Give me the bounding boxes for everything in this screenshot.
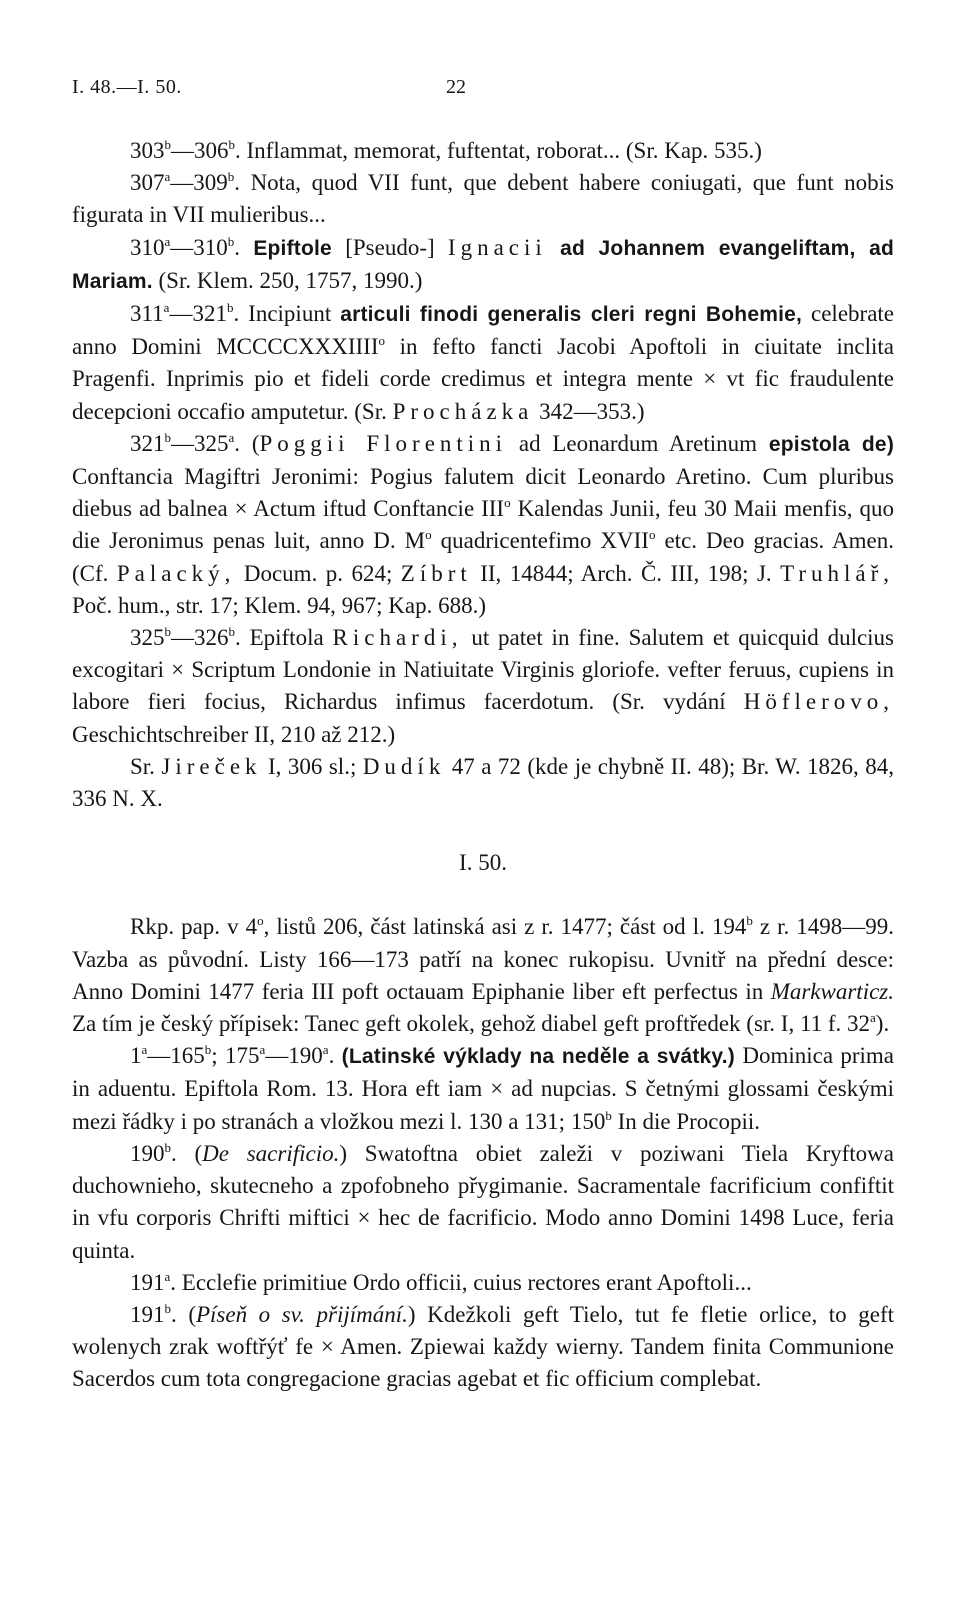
italic-text: Markwarticz.	[770, 978, 894, 1004]
folio-side: a	[228, 429, 235, 445]
entry-text: quadricentefimo XVII	[440, 528, 649, 554]
spaced-name: Richardi,	[332, 625, 463, 651]
folio-ref: 191	[130, 1301, 165, 1327]
entry-text: 342—353.)	[539, 398, 645, 424]
entry-text: ) Kdežkoli geft Tielo, tut fe fletie orlice, to geft wolenych zrak woftřýť fe × Amen. Zpiewai každy wierny. Tandem finita Communione Sacerdos cum tota congregacione gracias agebat et fic officium complebat.	[72, 1301, 894, 1392]
folio-ref-end: —326	[171, 625, 229, 651]
italic-text: Píseň o sv. přijímání.	[195, 1301, 408, 1327]
folio-side: b	[228, 624, 235, 640]
entry-text: . Ecclefie primitiue Ordo officii, cuius rectores erant Apoftoli...	[170, 1269, 752, 1295]
entry-text: [Pseudo-]	[345, 234, 435, 260]
entry-191b	[72, 1299, 894, 1396]
bold-title: epistola de)	[768, 432, 895, 456]
entry-text: , listů 206, část latinská asi z r. 1477; část od l. 194	[263, 914, 747, 940]
entry-text: Dominica prima in aduentu. Epiftola Rom. 13. Hora eft iam × ad nupcias. S četnými glossami českými mezi řádky i po stranách a vložkou mezi l. 130 a 131; 150	[72, 1043, 895, 1134]
spaced-name: Ignacii	[447, 234, 547, 260]
entry-text: etc. Deo gracias. Amen. (Cf.	[72, 528, 894, 586]
folio-ref: ; 175	[211, 1043, 260, 1069]
folio-ref-end: —309	[170, 170, 228, 196]
entry-text: Sr.	[130, 753, 155, 779]
entry-text: .	[234, 234, 241, 260]
entry-text: . Incipiunt	[233, 301, 332, 327]
folio-ref: —190	[265, 1043, 323, 1069]
folio-ref: 307	[130, 170, 165, 196]
entry-text: . Nota, quod VII funt, que debent habere coniugati, que funt nobis figurata in VII mulieribus...	[72, 170, 894, 228]
folio-side: a	[322, 1042, 329, 1058]
folio-side: b	[164, 1139, 171, 1155]
folio-ref: 191	[130, 1269, 165, 1295]
folio-side: a	[164, 169, 171, 185]
body-text	[72, 135, 894, 1396]
folio-side: b	[164, 624, 171, 640]
folio-ref: 325	[130, 625, 165, 651]
entry-text: ).	[875, 1011, 890, 1037]
entry-190b	[72, 1138, 894, 1267]
entry-303b	[72, 135, 894, 167]
spaced-name: Palacký,	[116, 560, 236, 586]
folio-side: a	[163, 300, 170, 316]
entry-text: Kalendas Junii, feu 30 Maii menfis, quo die Jeronimus penas luit, anno D. M	[72, 496, 895, 554]
entry-text: celebrate anno Domini MCCCCXXXIIII	[72, 301, 894, 360]
entry-307a	[72, 167, 894, 231]
entry-text: Poč. hum., str. 17; Klem. 94, 967; Kap. 688.)	[72, 592, 486, 618]
entry-310a	[72, 232, 894, 298]
folio-side: b	[226, 300, 234, 316]
entry-text: . (	[171, 1301, 196, 1327]
superscript: b	[605, 1107, 612, 1123]
entry-text: z r. 1498—99. Vazba as původní. Listy 166—173 patří na konec rukopisu. Uvnitř na přední desce: Anno Domini 1477 feria III poft octauam Epiphanie liber eft perfectus in	[72, 914, 894, 1004]
folio-side: a	[164, 1268, 171, 1284]
page-number: 22	[446, 76, 466, 98]
folio-ref-end: —310	[170, 234, 228, 260]
superscript: o	[648, 527, 656, 543]
folio-ref: —165	[147, 1043, 205, 1069]
bold-title: articuli finodi generalis cleri regni Bohemie,	[340, 303, 803, 327]
bold-title: (Latinské výklady na neděle a svátky.)	[341, 1045, 735, 1069]
folio-ref: 303	[130, 138, 165, 163]
entry-text: . (	[234, 430, 260, 456]
section-heading: I. 50.	[459, 850, 507, 876]
spaced-name: Zíbrt	[400, 560, 472, 586]
entry-text: In die Procopii.	[617, 1108, 761, 1134]
folio-ref: 321	[130, 430, 165, 456]
spaced-name: Procházka	[392, 398, 534, 424]
spaced-name: Dudík	[362, 753, 446, 779]
entry-1a	[72, 1040, 894, 1138]
entry-text: ad Leonardum Aretinum	[518, 430, 758, 456]
superscript: o	[378, 333, 385, 349]
superscript: o	[504, 495, 511, 511]
entry-text: Docum. p. 624;	[243, 560, 393, 586]
entry-text: Conftancia Magiftri Jeronimi: Pogius falutem dicit Leonardo Aretino. Cum pluribus diebus ad balnea × Actum iftud Conftancie III	[72, 464, 894, 522]
entry-321b	[72, 428, 894, 622]
folio-side: a	[164, 233, 171, 249]
manuscript-description	[72, 911, 894, 1040]
superscript: o	[425, 527, 432, 543]
folio-side: b	[227, 169, 235, 185]
entry-text: . Epiftola	[235, 625, 324, 651]
entry-191a	[72, 1267, 894, 1299]
folio-side: b	[204, 1042, 212, 1058]
folio-side: a	[259, 1042, 266, 1058]
entry-text: Geschichtschreiber II, 210 až 212.)	[72, 721, 396, 747]
entry-text: I, 306 sl.;	[268, 753, 357, 779]
folio-ref-end: —321	[169, 301, 227, 327]
folio-ref: 310	[130, 234, 165, 260]
folio-ref: 190	[130, 1140, 165, 1166]
spaced-name: Truhlář,	[780, 560, 895, 586]
entry-text: II, 14844; Arch. Č. III, 198; J.	[480, 560, 772, 586]
entry-text: .	[328, 1043, 335, 1069]
folio-side: a	[141, 1042, 148, 1058]
folio-side: b	[164, 137, 171, 152]
spaced-name: Poggii Florentini	[259, 430, 508, 456]
spaced-name: Höflerovo,	[743, 689, 895, 715]
folio-ref: 1	[130, 1043, 142, 1069]
superscript: a	[870, 1010, 876, 1026]
entry-references	[72, 751, 894, 815]
spaced-name: Jireček	[161, 753, 262, 779]
folio-ref-end: —325	[171, 430, 229, 456]
entry-text: 47 a 72 (kde je chybně II. 48); Br. W. 1826, 84, 336 N. X.	[72, 753, 895, 812]
folio-side: b	[164, 429, 171, 445]
entry-text: ut patet in fine. Salutem et quicquid dulcius excogitari × Scriptum Londonie in Natiuitate Virginis gloriofe. vefter feruus, cupiens in labore fieri focius, Richardus infimus facerdotum. (Sr. vydání	[72, 625, 895, 715]
folio-side: b	[164, 1300, 171, 1316]
entry-text: ) Swatoftna obiet zaleži v poziwani Tiela Kryftowa duchownieho, skutecneho a zpofobneho přygimanie. Sacramentale facrificium confiftit in vfu corporis Chrifti miftici × hec de facrificio. Modo anno Domini 1498 Luce, feria quinta.	[72, 1140, 894, 1263]
folio-side: b	[227, 233, 235, 249]
folio-side: b	[228, 137, 235, 152]
entry-text: Rkp. pap. v 4	[130, 914, 258, 940]
folio-ref-end: —306	[171, 138, 229, 163]
entry-text: Za tím je český přípisek: Tanec geft okolek, gehož diabel geft proftředek (sr. I, 11 f. 32	[72, 1011, 871, 1037]
superscript: b	[746, 913, 753, 929]
entry-text: in fefto fancti Jacobi Apoftoli in ciuitate inclita Pragenfi. Inprimis pio et fideli corde credimus et integra mente × vt fic fraudulente decepcioni occafio amputetur. (Sr.	[72, 334, 894, 424]
folio-ref: 311	[130, 301, 164, 327]
running-head: I. 48.—I. 50.	[72, 76, 182, 98]
italic-text: De sacrificio.	[202, 1140, 340, 1166]
entry-311a	[72, 298, 894, 428]
bold-title: Epiftole	[253, 236, 332, 260]
entry-text: . Inflammat, memorat, fuftentat, roborat... (Sr. Kap. 535.)	[235, 138, 762, 163]
bold-title: ad Johannem evangeliftam, ad Mariam.	[72, 236, 895, 293]
entry-text: (Sr. Klem. 250, 1757, 1990.)	[158, 267, 423, 293]
entry-text: . (	[171, 1140, 203, 1166]
entry-325b	[72, 622, 894, 751]
superscript: o	[257, 913, 264, 929]
